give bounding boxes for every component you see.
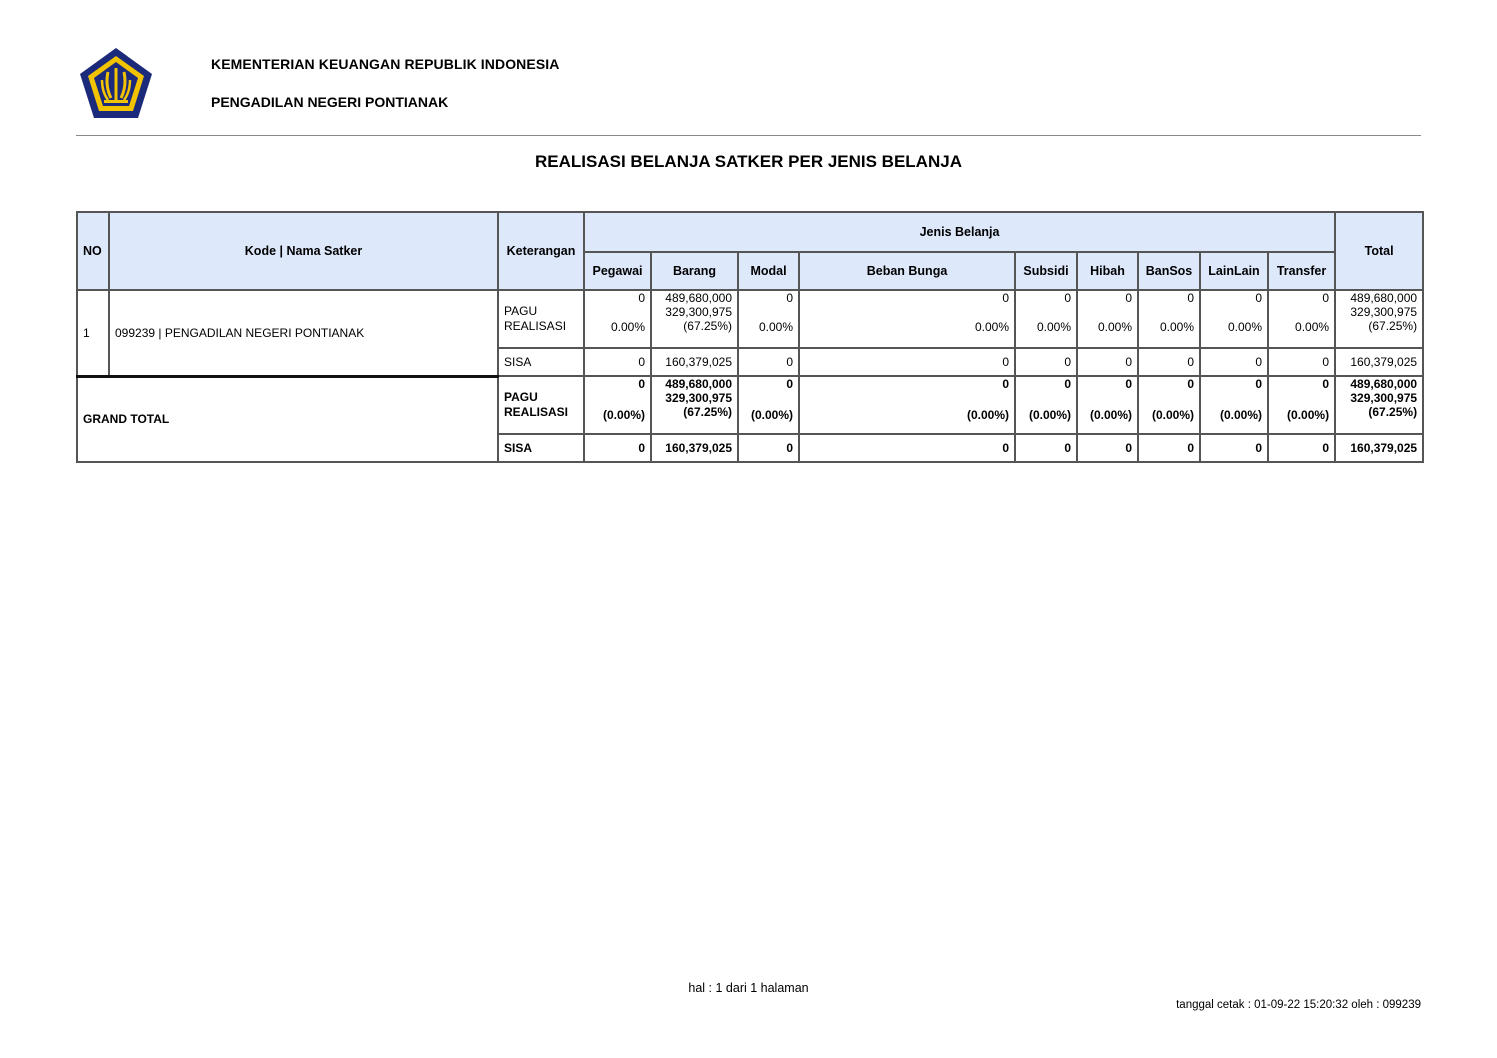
sisa-value: 0 — [1138, 348, 1200, 376]
jenis-belanja-header: Jenis Belanja — [584, 212, 1335, 252]
pagu-value: 0 — [1125, 377, 1132, 391]
pagu-value: 0 — [1322, 291, 1330, 305]
sisa-value: 0 — [1200, 348, 1268, 376]
value-cell — [1015, 376, 1077, 434]
keterangan-cell — [498, 376, 584, 434]
col-subsidi-header: Subsidi — [1015, 252, 1077, 290]
value-cell — [738, 290, 799, 348]
sisa-value: 0 — [799, 434, 1015, 462]
pagu-label: PAGU — [504, 304, 538, 318]
total-cell — [1335, 290, 1423, 348]
realisasi-label: REALISASI — [504, 405, 569, 419]
value-cell — [1077, 376, 1138, 434]
value-cell — [584, 376, 651, 434]
col-no-header: NO — [77, 212, 109, 290]
percent-value: 0.00% — [1097, 320, 1132, 334]
col-lainlain-header: LainLain — [1200, 252, 1268, 290]
grand-total-row — [77, 376, 1423, 434]
percent-value: (0.00%) — [966, 408, 1009, 422]
satker-name: PENGADILAN NEGERI PONTIANAK — [211, 94, 449, 110]
sisa-value: 0 — [1268, 348, 1335, 376]
value-cell — [1200, 376, 1268, 434]
total-cell — [1335, 376, 1423, 434]
pagu-value: 489,680,000 — [665, 291, 732, 305]
percent-value: (0.00%) — [750, 408, 793, 422]
pagu-value: 0 — [1255, 377, 1262, 391]
percent-value: (67.25%) — [683, 405, 732, 419]
satker-cell: 099239 | PENGADILAN NEGERI PONTIANAK — [109, 290, 498, 376]
col-beban-bunga-header: Beban Bunga — [799, 252, 1015, 290]
grand-total-label: GRAND TOTAL — [77, 376, 498, 462]
kemenkeu-emblem-icon — [78, 46, 154, 120]
pagu-value: 0 — [1322, 377, 1330, 391]
col-keterangan-header: Keterangan — [498, 212, 584, 290]
report-table — [76, 211, 1424, 463]
pagu-value: 0 — [1187, 377, 1194, 391]
pagu-value: 0 — [786, 291, 793, 305]
sisa-value: 0 — [1268, 434, 1335, 462]
pagu-value: 489,680,000 — [1350, 291, 1418, 305]
percent-value: (0.00%) — [1219, 408, 1262, 422]
pagu-value: 0 — [638, 377, 645, 391]
ministry-name: KEMENTERIAN KEUANGAN REPUBLIK INDONESIA — [211, 56, 560, 72]
value-cell — [1015, 290, 1077, 348]
percent-value: 0.00% — [1295, 320, 1330, 334]
sisa-value: 0 — [584, 434, 651, 462]
sisa-value: 0 — [1200, 434, 1268, 462]
percent-value: (0.00%) — [1151, 408, 1194, 422]
value-cell — [651, 290, 738, 348]
percent-value: 0.00% — [1159, 320, 1194, 334]
value-cell — [1138, 290, 1200, 348]
sisa-value: 160,379,025 — [651, 434, 738, 462]
value-cell — [738, 376, 799, 434]
realisasi-value: 329,300,975 — [665, 305, 732, 319]
row-number: 1 — [77, 290, 109, 376]
sisa-value: 0 — [584, 348, 651, 376]
pagu-value: 0 — [786, 377, 793, 391]
table-row — [77, 290, 1423, 348]
pagu-value: 489,680,000 — [665, 377, 732, 391]
percent-value: 0.00% — [758, 320, 793, 334]
percent-value: (67.25%) — [1368, 405, 1418, 419]
sisa-label: SISA — [498, 348, 584, 376]
pagu-value: 0 — [638, 291, 645, 305]
page-info: hal : 1 dari 1 halaman — [688, 981, 809, 995]
sisa-value: 0 — [1077, 434, 1138, 462]
percent-value: 0.00% — [610, 320, 645, 334]
sisa-value: 0 — [1138, 434, 1200, 462]
percent-value: 0.00% — [1227, 320, 1262, 334]
col-bansos-header: BanSos — [1138, 252, 1200, 290]
percent-value: (0.00%) — [1089, 408, 1132, 422]
sisa-total: 160,379,025 — [1335, 348, 1423, 376]
pagu-value: 0 — [1002, 377, 1009, 391]
value-cell — [1138, 376, 1200, 434]
pagu-value: 0 — [1064, 377, 1071, 391]
sisa-value: 0 — [1077, 348, 1138, 376]
value-cell — [584, 290, 651, 348]
value-cell — [1268, 376, 1335, 434]
col-transfer-header: Transfer — [1268, 252, 1335, 290]
realisasi-label: REALISASI — [504, 319, 567, 333]
col-total-header: Total — [1335, 212, 1423, 290]
sisa-value: 0 — [1015, 348, 1077, 376]
realisasi-value: 329,300,975 — [665, 391, 732, 405]
value-cell — [651, 376, 738, 434]
pagu-value: 489,680,000 — [1350, 377, 1418, 391]
header-divider — [76, 135, 1421, 136]
keterangan-cell — [498, 290, 584, 348]
report-title: REALISASI BELANJA SATKER PER JENIS BELANJA — [535, 152, 962, 171]
percent-value: (0.00%) — [1287, 408, 1330, 422]
value-cell — [1268, 290, 1335, 348]
pagu-value: 0 — [1125, 291, 1132, 305]
sisa-value: 0 — [799, 348, 1015, 376]
sisa-value: 160,379,025 — [651, 348, 738, 376]
sisa-total: 160,379,025 — [1335, 434, 1423, 462]
value-cell — [799, 376, 1015, 434]
realisasi-value: 329,300,975 — [1350, 305, 1418, 319]
sisa-value: 0 — [738, 348, 799, 376]
realisasi-value: 329,300,975 — [1350, 391, 1418, 405]
sisa-value: 0 — [738, 434, 799, 462]
col-pegawai-header: Pegawai — [584, 252, 651, 290]
pagu-label: PAGU — [504, 390, 538, 404]
percent-value: (67.25%) — [1368, 319, 1418, 333]
value-cell — [1077, 290, 1138, 348]
percent-value: 0.00% — [1036, 320, 1071, 334]
sisa-value: 0 — [1015, 434, 1077, 462]
percent-value: (0.00%) — [1028, 408, 1071, 422]
sisa-label: SISA — [498, 434, 584, 462]
col-barang-header: Barang — [651, 252, 738, 290]
value-cell — [1200, 290, 1268, 348]
pagu-value: 0 — [1187, 291, 1194, 305]
col-hibah-header: Hibah — [1077, 252, 1138, 290]
col-satker-header: Kode | Nama Satker — [109, 212, 498, 290]
pagu-value: 0 — [1002, 291, 1009, 305]
value-cell — [799, 290, 1015, 348]
print-info: tanggal cetak : 01-09-22 15:20:32 oleh : 099239 — [1176, 999, 1421, 1011]
percent-value: (67.25%) — [683, 319, 732, 333]
pagu-value: 0 — [1064, 291, 1071, 305]
pagu-value: 0 — [1255, 291, 1262, 305]
col-modal-header: Modal — [738, 252, 799, 290]
percent-value: (0.00%) — [602, 408, 645, 422]
percent-value: 0.00% — [974, 320, 1009, 334]
